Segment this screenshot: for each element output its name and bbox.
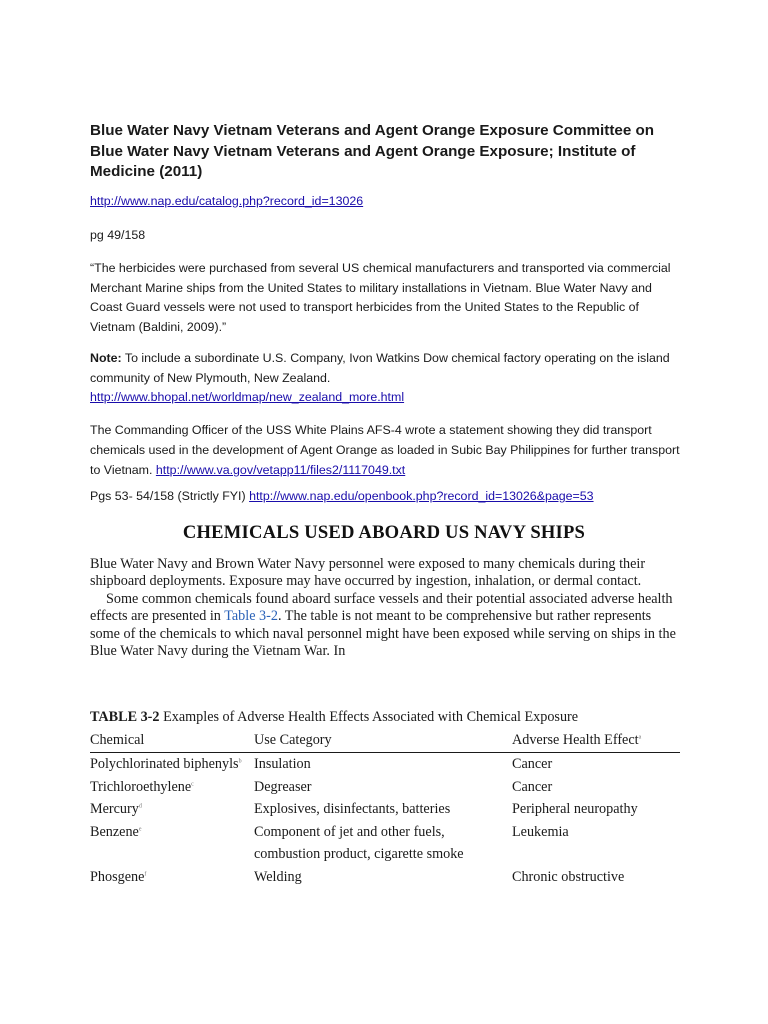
effect-cell: Peripheral neuropathy <box>512 801 638 817</box>
source-link[interactable] <box>90 194 680 208</box>
use-cell: Component of jet and other fuels, combustion product, cigarette smoke <box>254 823 464 862</box>
chemical-name: Phosgene <box>90 868 145 885</box>
source-link-text[interactable]: http://www.nap.edu/catalog.php?record_id=13026 <box>90 194 364 208</box>
commanding-officer-paragraph <box>90 420 680 480</box>
footnote-mark: f <box>144 870 147 877</box>
footnote-mark: d <box>138 803 142 810</box>
footnote-mark: e <box>138 825 142 832</box>
use-cell: Degreaser <box>254 778 312 795</box>
header-chemical: Chemical <box>90 730 254 753</box>
table-caption <box>90 709 680 726</box>
para2-end: . The table is not meant to be comprehensive but rather represents some of the chemicals to which naval personnel might have been exposed while serving on ships in the Blue Water Navy during the Vietnam War. In <box>90 608 676 660</box>
table-row <box>90 798 680 821</box>
use-cell: Welding <box>254 868 302 885</box>
table-row <box>90 753 680 776</box>
chemical-cell <box>90 753 254 776</box>
openbook-link[interactable]: http://www.nap.edu/openbook.php?record_id=13026&page=53 <box>249 489 594 503</box>
body-paragraph-1: Blue Water Navy and Brown Water Navy personnel were exposed to many chemicals during their shipboard deployments. Exposure may have occurred by ingestion, inhalation, or dermal contact. <box>90 556 646 590</box>
header-adverse-effect-text: Adverse Health Effect <box>512 732 639 748</box>
bhopal-link[interactable]: http://www.bhopal.net/worldmap/new_zealand_more.html <box>90 390 405 405</box>
chemical-name: Polychlorinated biphenyls <box>90 756 239 772</box>
page-reference: pg 49/158 <box>90 228 146 242</box>
use-cell: Insulation <box>254 756 311 772</box>
body-text <box>90 556 680 660</box>
effect-cell: Cancer <box>512 778 553 795</box>
chemical-cell <box>90 798 254 821</box>
chemical-table <box>90 730 680 888</box>
commanding-text: The Commanding Officer of the USS White Plains AFS-4 wrote a statement showing they did transport chemicals used in the development of Agent Orange as loaded in Subic Bay Philippines for further transport to Vietnam. <box>90 423 680 477</box>
chemical-name: Trichloroethylene <box>90 778 192 795</box>
header-adverse-effect <box>512 730 680 753</box>
section-heading: CHEMICALS USED ABOARD US NAVY SHIPS <box>182 522 586 543</box>
va-link[interactable]: http://www.va.gov/vetapp11/files2/1117049.txt <box>155 463 406 477</box>
chemical-cell <box>90 821 254 866</box>
note-company: Ivon Watkins Dow chemical factory <box>349 351 541 365</box>
note-paragraph <box>90 349 680 408</box>
footnote-mark: b <box>238 758 242 765</box>
quote-paragraph: “The herbicides were purchased from several US chemical manufacturers and transported via commercial Merchant Marine ships from the United States to military installations in Vietnam. Blue Water Navy and Coast Guard vessels were not used to transport herbicides from the United States to the Republic of Vietnam (Baldini, 2009).” <box>90 261 671 334</box>
chemical-name: Benzene <box>90 823 139 840</box>
table-row <box>90 866 680 889</box>
footnote-mark: c <box>191 780 194 787</box>
header-use-category: Use Category <box>254 730 512 753</box>
note-label: Note: <box>90 351 122 365</box>
table-caption-text: Examples of Adverse Health Effects Associated with Chemical Exposure <box>159 709 579 725</box>
chemical-cell <box>90 776 254 799</box>
effect-cell: Cancer <box>512 756 553 772</box>
pages-label: Pgs 53- 54/158 (Strictly FYI) <box>90 489 250 503</box>
table-row <box>90 821 680 866</box>
body-paragraph-2 <box>90 591 680 661</box>
header-footnote-mark: a <box>638 734 642 741</box>
effect-cell: Chronic obstructive <box>512 868 625 885</box>
table-reference-link[interactable]: Table 3-2 <box>224 608 278 625</box>
document-title: Blue Water Navy Vietnam Veterans and Agent Orange Exposure Committee on Blue Water Navy Vietnam Veterans and Agent Orange Exposure; Institute of Medicine (2011) <box>90 122 655 180</box>
table-header-row <box>90 730 680 753</box>
effect-cell: Leukemia <box>512 823 569 840</box>
chemical-cell <box>90 866 254 889</box>
table-row <box>90 776 680 799</box>
table-caption-label: TABLE 3-2 <box>90 709 160 725</box>
note-text-after: operating on the island community of New Plymouth, New Zealand. <box>90 351 670 385</box>
chemical-name: Mercury <box>90 801 139 817</box>
use-cell: Explosives, disinfectants, batteries <box>254 801 451 817</box>
pages-reference <box>90 489 680 503</box>
para2-start: Some common chemicals found aboard surface vessels and their potential associated adverse health effects are presented in <box>90 590 673 625</box>
note-text-before: To include a subordinate U.S. Company, <box>121 351 350 365</box>
